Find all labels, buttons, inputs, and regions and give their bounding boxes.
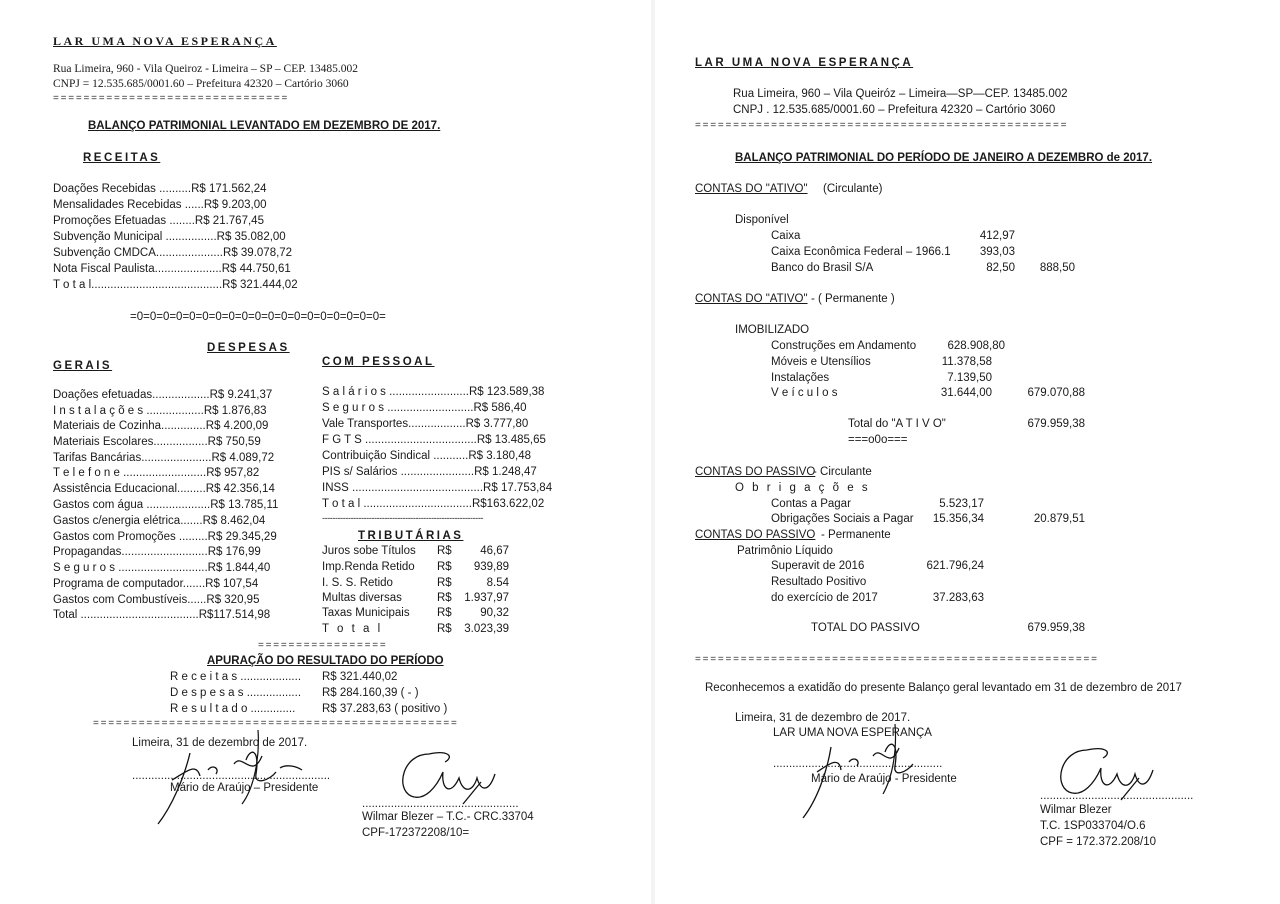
pessoal-rule: --------------------------------------------------------------: [322, 513, 484, 523]
passivo-circulante-heading: CONTAS DO PASSIVO: [695, 466, 816, 478]
pessoal-heading: COM PESSOAL: [322, 356, 435, 368]
ativo-permanente-note: - ( Permanente ): [811, 293, 895, 305]
left-address-line1: Rua Limeira, 960 - Vila Queiroz - Limeira – SP – CEP. 13485.002: [53, 63, 358, 75]
disponivel-item-label: Caixa: [771, 230, 801, 242]
disponivel-item-value: 82,50: [986, 262, 1015, 274]
left-separator-1: = = = = = = = = = = = = = = = = = = = = = = = = = = = = = = =: [53, 93, 287, 104]
tributarias-currency: R$: [437, 592, 452, 604]
gerais-row: [53, 546, 261, 558]
receitas-label: Nota Fiscal Paulista.....................: [53, 263, 222, 275]
pessoal-row: [322, 402, 527, 414]
gerais-value: R$ 9.241,37: [209, 389, 273, 401]
pessoal-value: R$ 586,40: [473, 402, 527, 414]
right-address-line2: CNPJ . 12.535.685/0001.60 – Prefeitura 42320 – Cartório 3060: [733, 104, 1056, 116]
resultado-label-1: Resultado Positivo: [771, 576, 867, 588]
gerais-label: Gastos com água ....................: [53, 499, 211, 511]
receitas-value: R$ 9.203,00: [203, 199, 267, 211]
gerais-value: R$ 13.785,11: [210, 499, 279, 511]
imobilizado-item-value: 7.139,50: [947, 372, 992, 384]
left-separator-3: = = = = = = = = = = = = = = = = = = = = = = = = = = = = = = = = = = = = = = = = = = = = = = = =: [93, 718, 457, 729]
gerais-value: R$117.514,98: [198, 609, 271, 621]
disponivel-item-value: 412,97: [979, 230, 1015, 242]
right-address-line1: Rua Limeira, 960 – Vila Queiróz – Limeira—SP—CEP. 13485.002: [733, 88, 1068, 100]
receitas-value: R$ 21.767,45: [194, 215, 264, 227]
total-ativo-mark: ===o0o===: [848, 434, 908, 446]
tributarias-currency: R$: [437, 561, 452, 573]
gerais-label: Assistência Educacional.........: [53, 483, 206, 495]
gerais-label: Gastos com Promoções .........: [53, 531, 208, 543]
pessoal-value: R$ 1.248,47: [474, 466, 537, 478]
apuracao-value: R$ 37.283,63 ( positivo ): [322, 703, 448, 715]
despesas-heading: DESPESAS: [207, 342, 290, 354]
superavit-value: 621.796,24: [926, 560, 984, 572]
gerais-value: R$ 1.876,83: [203, 405, 267, 417]
left-separator-2: = = = = = = = = = = = = = = = = =: [258, 640, 386, 651]
tributarias-label: I. S. S. Retido: [322, 577, 393, 589]
tributarias-heading: TRIBUTÁRIAS: [358, 530, 464, 542]
gerais-value: R$ 1.844,40: [207, 562, 271, 574]
receitas-row: [53, 231, 286, 243]
pessoal-label: PIS s/ Salários .......................: [322, 466, 475, 478]
tributarias-label: Juros sobe Títulos: [322, 545, 416, 557]
left-sig2-dots: .................................................: [362, 798, 519, 810]
pessoal-row: [322, 434, 546, 446]
obrigacoes-item-label: Contas a Pagar: [771, 498, 851, 510]
receitas-heading: RECEITAS: [83, 152, 161, 164]
gerais-label: Gastos com Combustíveis......: [53, 594, 207, 606]
disponivel-item-value: 393,03: [979, 246, 1015, 258]
left-date-line: Limeira, 31 de dezembro de 2017.: [132, 737, 308, 749]
gerais-row: [53, 405, 267, 417]
right-org-name: LAR UMA NOVA ESPERANÇA: [695, 57, 914, 69]
gerais-row: [53, 499, 278, 511]
gerais-label: Gastos c/energia elétrica.......: [53, 515, 203, 527]
gerais-value: R$ 107,54: [205, 578, 259, 590]
pessoal-value: R$ 123.589,38: [468, 386, 545, 398]
right-separator-2: = = = = = = = = = = = = = = = = = = = = = = = = = = = = = = = = = = = = = = = = = = = = = = = = = = = = =: [695, 654, 1097, 665]
left-sig1-dots: ..............................................................: [132, 770, 331, 782]
receitas-row: [53, 183, 267, 195]
gerais-label: Total .....................................: [53, 609, 199, 621]
gerais-label: Materiais de Cozinha..............: [53, 420, 206, 432]
obrigacoes-item-value: 15.356,34: [932, 513, 984, 525]
receitas-row: [53, 263, 291, 275]
receitas-value: R$ 321.444,02: [222, 279, 298, 291]
imobilizado-total-value: 679.070,88: [1027, 387, 1085, 399]
imobilizado-item-label: Móveis e Utensílios: [771, 356, 871, 368]
gerais-row: [53, 389, 272, 401]
imobilizado-item-label: V e í c u l o s: [771, 387, 838, 399]
total-ativo-value: 679.959,38: [1027, 418, 1085, 430]
gerais-value: R$ 320,95: [206, 594, 260, 606]
apuracao-value: R$ 284.160,39 ( - ): [322, 687, 419, 699]
receitas-label: Mensalidades Recebidas ......: [53, 199, 204, 211]
gerais-label: Propagandas...........................: [53, 546, 208, 558]
right-date-line: Limeira, 31 de dezembro de 2017.: [735, 712, 911, 724]
pessoal-row: [322, 482, 552, 494]
right-president-signature-icon: [795, 722, 945, 822]
pessoal-row: [322, 386, 544, 398]
pessoal-label: T o t a l ..................................: [322, 498, 472, 510]
gerais-total-row: [53, 609, 270, 621]
total-passivo-label: TOTAL DO PASSIVO: [811, 622, 920, 634]
resultado-label-2: do exercício de 2017: [771, 592, 878, 604]
right-separator-1: = = = = = = = = = = = = = = = = = = = = = = = = = = = = = = = = = = = = = = = = = = = = = = = = =: [695, 120, 1067, 131]
pessoal-value: R$163.622,02: [471, 498, 545, 510]
tributarias-value: 90,32: [480, 607, 509, 619]
disponivel-item-label: Caixa Econômica Federal – 1966.1: [771, 246, 951, 258]
imobilizado-item-label: Instalações: [771, 372, 830, 384]
tributarias-label: Imp.Renda Retido: [322, 561, 415, 573]
right-sig2-cpf: CPF = 172.372.208/10: [1040, 836, 1157, 848]
superavit-label: Superavit de 2016: [771, 560, 865, 572]
left-sig2-name: Wilmar Blezer – T.C.- CRC.33704: [362, 811, 534, 823]
tributarias-currency: R$: [437, 545, 452, 557]
pessoal-label: Vale Transportes.................: [322, 418, 463, 430]
passivo-permanente-note: - Permanente: [821, 529, 891, 541]
gerais-label: Materiais Escolares.................: [53, 436, 208, 448]
imobilizado-item-value: 628.908,80: [947, 340, 1005, 352]
gerais-value: R$ 4.200,09: [205, 420, 269, 432]
ativo-circulante-heading: CONTAS DO "ATIVO": [695, 183, 808, 195]
receitas-row: [53, 199, 267, 211]
gerais-heading: GERAIS: [53, 360, 113, 372]
pessoal-label: S e g u r o s ...........................: [322, 402, 474, 414]
resultado-value: 37.283,63: [932, 592, 984, 604]
gerais-label: Tarifas Bancárias......................: [53, 452, 212, 464]
receitas-row: [53, 247, 292, 259]
gerais-value: R$ 750,59: [207, 436, 261, 448]
pessoal-value: .R$ 3.777,80: [462, 418, 529, 430]
tributarias-currency: R$: [437, 607, 452, 619]
zero-separator: =0=0=0=0=0=0=0=0=0=0=0=0=0=0=0=0=0=0=0=: [130, 311, 386, 323]
passivo-permanente-heading: CONTAS DO PASSIVO: [695, 529, 816, 541]
ativo-permanente-heading: CONTAS DO "ATIVO": [695, 293, 808, 305]
right-sig2-name: Wilmar Blezer: [1040, 804, 1112, 816]
pessoal-label: S a l á r i o s .........................: [322, 386, 469, 398]
tributarias-value: 939,89: [473, 561, 509, 573]
receitas-value: R$ 39.078,72: [223, 247, 293, 259]
receitas-label: Subvenção CMDCA.....................: [53, 247, 224, 259]
gerais-row: [53, 594, 259, 606]
obrigacoes-item-label: Obrigações Sociais a Pagar: [771, 513, 914, 525]
pessoal-row: [322, 466, 537, 478]
pessoal-value: R$ 13.485,65: [476, 434, 546, 446]
obrigacoes-item-value: 5.523,17: [939, 498, 984, 510]
pessoal-total-row: [322, 498, 544, 510]
apuracao-label: R e s u l t a d o ..............: [170, 703, 296, 715]
apuracao-label: D e s p e s a s .................: [170, 687, 302, 699]
passivo-circulante-note: - Circulante: [813, 466, 872, 478]
imobilizado-item-label: Construções em Andamento: [771, 340, 917, 352]
disponivel-item-label: Banco do Brasil S/A: [771, 262, 874, 274]
gerais-value: R$ 8.462,04: [202, 515, 266, 527]
pessoal-value: R$ 3.180,48: [468, 450, 532, 462]
gerais-row: [53, 436, 261, 448]
gerais-label: S e g u r o s ............................: [53, 562, 208, 574]
gerais-value: R$ 957,82: [206, 467, 260, 479]
left-title: BALANÇO PATRIMONIAL LEVANTADO EM DEZEMBRO DE 2017.: [88, 120, 441, 132]
gerais-row: [53, 483, 275, 495]
tributarias-total-value: 3.023,39: [464, 623, 509, 635]
tributarias-currency: R$: [437, 623, 452, 635]
right-sig1-name: Mário de Araújo - Presidente: [811, 773, 957, 785]
receitas-total-row: [53, 279, 298, 291]
gerais-row: [53, 452, 274, 464]
pessoal-row: [322, 418, 528, 430]
imobilizado-item-value: 11.378,58: [941, 356, 992, 368]
pessoal-value: R$ 17.753,84: [483, 482, 553, 494]
apuracao-value: R$ 321.440,02: [322, 671, 398, 683]
receitas-value: R$ 35.082,00: [216, 231, 286, 243]
gerais-label: I n s t a l a ç õ e s ..................: [53, 405, 204, 417]
imobilizado-item-value: 31.644,00: [940, 387, 992, 399]
apuracao-heading: APURAÇÃO DO RESULTADO DO PERÍODO: [207, 655, 444, 667]
receitas-label: Promoções Efetuadas ........: [53, 215, 195, 227]
gerais-value: R$ 29.345,29: [207, 531, 277, 543]
right-sig2-dots: ................................................: [1040, 790, 1194, 802]
tributarias-label: Taxas Municipais: [322, 607, 410, 619]
tributarias-value: 46,67: [480, 545, 509, 557]
right-sig2-tc: T.C. 1SP033704/O.6: [1040, 820, 1146, 832]
right-org-line: LAR UMA NOVA ESPERANÇA: [773, 727, 932, 739]
left-sig1-name: Mário de Araújo – Presidente: [170, 782, 319, 794]
right-title: BALANÇO PATRIMONIAL DO PERÍODO DE JANEIRO A DEZEMBRO de 2017.: [735, 152, 1153, 164]
tributarias-label: Multas diversas: [322, 592, 402, 604]
receitas-label: Doações Recebidas ..........: [53, 183, 192, 195]
reconhecemos-text: Reconhecemos a exatidão do presente Balanço geral levantado em 31 de dezembro de 2017: [705, 682, 1182, 694]
pessoal-label: F G T S ...................................: [322, 434, 477, 446]
total-ativo-label: Total do "A T I V O": [848, 418, 946, 430]
gerais-label: T e l e f o n e ..........................: [53, 467, 207, 479]
tributarias-value: 1.937,97: [464, 592, 509, 604]
pessoal-label: Contribuição Sindical ...........: [322, 450, 469, 462]
gerais-value: R$ 42.356,14: [205, 483, 275, 495]
obrigacoes-label: O b r i g a ç õ e s: [735, 482, 871, 494]
receitas-label: Subvenção Municipal ................: [53, 231, 217, 243]
gerais-label: Doações efetuadas..................: [53, 389, 210, 401]
receitas-row: [53, 215, 264, 227]
gerais-value: R$ 176,99: [207, 546, 261, 558]
tributarias-total-label: T o t a l: [322, 623, 383, 635]
gerais-row: [53, 467, 259, 479]
gerais-row: [53, 420, 268, 432]
right-document-page: [655, 0, 1280, 904]
left-address-line2: CNPJ = 12.535.685/0001.60 – Prefeitura 42320 – Cartório 3060: [53, 78, 349, 90]
gerais-value: R$ 4.089,72: [211, 452, 275, 464]
tributarias-currency: R$: [437, 577, 452, 589]
left-sig2-cpf: CPF-172372208/10=: [362, 827, 470, 839]
receitas-value: R$ 171.562,24: [191, 183, 267, 195]
ativo-circulante-note: (Circulante): [823, 183, 883, 195]
gerais-row: [53, 578, 258, 590]
left-org-name: LAR UMA NOVA ESPERANÇA: [53, 34, 277, 48]
gerais-row: [53, 531, 277, 543]
receitas-value: R$ 44.750,61: [221, 263, 291, 275]
tributarias-value: 8.54: [486, 577, 509, 589]
right-sig1-dots: .....................................................: [773, 758, 943, 770]
disponivel-label: Disponível: [735, 214, 789, 226]
gerais-row: [53, 515, 265, 527]
total-passivo-value: 679.959,38: [1027, 622, 1085, 634]
disponivel-total-value: 888,50: [1039, 262, 1075, 274]
receitas-label: T o t a l.........................................: [53, 279, 223, 291]
imobilizado-label: IMOBILIZADO: [735, 324, 810, 336]
apuracao-label: R e c e i t a s ...................: [170, 671, 302, 683]
pessoal-row: [322, 450, 531, 462]
gerais-row: [53, 562, 270, 574]
patrimonio-label: Patrimônio Líquido: [737, 545, 833, 557]
gerais-label: Programa de computador.......: [53, 578, 206, 590]
pessoal-label: INSS .........................................: [322, 482, 484, 494]
obrigacoes-total-value: 20.879,51: [1033, 513, 1085, 525]
